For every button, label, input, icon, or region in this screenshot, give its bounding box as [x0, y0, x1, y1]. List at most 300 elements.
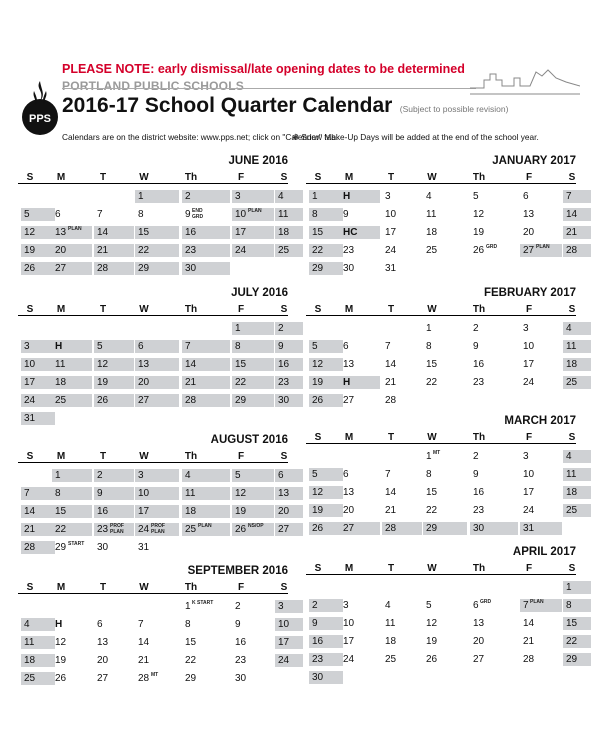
day-cell: [423, 450, 467, 463]
day-cell: [135, 190, 179, 203]
weekday-header: [306, 563, 576, 575]
day-cell: [52, 394, 92, 407]
day-cell: [563, 322, 591, 335]
day-cell: [382, 340, 422, 353]
day-cell: [232, 358, 274, 371]
day-number: 21: [97, 245, 109, 256]
weekday-label: F: [525, 172, 533, 183]
day-number: 12: [312, 487, 324, 498]
day-cell: [340, 376, 380, 389]
day-number: 4: [385, 600, 391, 611]
weekday-label: W: [139, 451, 149, 462]
weekday-label: S: [280, 304, 288, 315]
day-cell: [309, 190, 343, 203]
day-number: 25: [185, 524, 197, 535]
day-number: 15: [426, 359, 438, 370]
month-name: JANUARY 2017: [492, 155, 576, 167]
day-cell: [423, 653, 467, 666]
day-number: 8: [138, 209, 144, 220]
day-cell: [52, 340, 92, 353]
day-number: 19: [97, 377, 109, 388]
day-number: 25: [566, 505, 578, 516]
weekday-label: M: [344, 304, 354, 315]
day-cell: [309, 376, 343, 389]
day-number: 22: [566, 636, 578, 647]
day-cell: [232, 340, 274, 353]
day-cell: [275, 226, 303, 239]
day-cell: [340, 190, 380, 203]
day-number: 26: [312, 395, 324, 406]
day-number: 22: [426, 377, 438, 388]
day-cell: [94, 340, 134, 353]
weekday-label: S: [26, 451, 34, 462]
day-number: 6: [55, 209, 61, 220]
day-number: 23: [473, 505, 485, 516]
day-cell: [52, 376, 92, 389]
day-cell: [135, 244, 179, 257]
day-cell: [21, 618, 55, 631]
day-cell: [182, 244, 230, 257]
day-cell: [275, 469, 303, 482]
day-number: 20: [138, 377, 150, 388]
day-tag: PLAN: [198, 523, 212, 529]
day-number: 20: [523, 227, 535, 238]
day-number: 9: [278, 341, 284, 352]
weekday-header: [18, 451, 288, 463]
title-block: [62, 94, 508, 118]
day-cell: [52, 672, 92, 685]
day-number: 1: [185, 601, 191, 612]
day-number: 11: [385, 618, 396, 629]
weekday-label: M: [56, 304, 66, 315]
day-cell: [135, 523, 179, 536]
day-cell: [563, 450, 591, 463]
day-cell: [182, 394, 230, 407]
day-number: 27: [343, 523, 355, 534]
day-cell: [563, 208, 591, 221]
day-cell: [423, 599, 467, 612]
day-number: H: [55, 619, 63, 630]
day-number: 17: [385, 227, 397, 238]
day-cell: [340, 340, 380, 353]
day-cell: [182, 358, 230, 371]
day-number: 28: [385, 395, 397, 406]
day-cell: [470, 486, 518, 499]
weekday-label: S: [314, 172, 322, 183]
day-number: 28: [385, 523, 397, 534]
day-cell: [470, 244, 518, 257]
day-number: 17: [235, 227, 247, 238]
day-cell: [94, 541, 134, 554]
day-cell: [52, 541, 92, 554]
weekday-label: T: [99, 582, 107, 593]
day-cell: [94, 487, 134, 500]
day-cell: [470, 358, 518, 371]
day-cell: [135, 208, 179, 221]
day-number: H: [343, 191, 351, 202]
day-cell: [275, 618, 303, 631]
day-number: 20: [55, 245, 67, 256]
weekday-label: Th: [472, 172, 486, 183]
day-number: 9: [473, 469, 479, 480]
weekday-label: S: [26, 172, 34, 183]
day-tag: GRD: [486, 244, 498, 250]
day-number: 3: [385, 191, 391, 202]
weekday-label: M: [344, 432, 354, 443]
day-number: 20: [97, 655, 109, 666]
day-number: 20: [473, 636, 485, 647]
day-cell: [340, 599, 380, 612]
day-number: 6: [343, 469, 349, 480]
day-cell: [309, 208, 343, 221]
day-cell: [275, 505, 303, 518]
day-cell: [423, 226, 467, 239]
day-cell: [382, 262, 422, 275]
day-cell: [275, 523, 303, 536]
day-number: 4: [278, 191, 284, 202]
day-number: 23: [473, 377, 485, 388]
day-cell: [21, 541, 55, 554]
day-cell: [135, 262, 179, 275]
day-number: 26: [312, 523, 324, 534]
day-number: 12: [473, 209, 485, 220]
day-cell: [135, 541, 179, 554]
weekday-header: [306, 172, 576, 184]
day-number: 1: [566, 582, 572, 593]
day-cell: [520, 226, 562, 239]
day-number: 11: [185, 488, 196, 499]
day-number: 30: [343, 263, 355, 274]
day-number: 2: [97, 470, 103, 481]
day-cell: [182, 208, 230, 221]
day-number: H: [343, 377, 351, 388]
day-cell: [21, 208, 55, 221]
day-tag: PROF: [151, 523, 165, 529]
day-cell: [470, 653, 518, 666]
day-number: 28: [97, 263, 109, 274]
day-number: 19: [235, 506, 247, 517]
day-number: 25: [385, 654, 397, 665]
day-number: 30: [312, 672, 324, 683]
weekday-label: S: [26, 304, 34, 315]
weekday-label: W: [427, 563, 437, 574]
day-cell: [470, 226, 518, 239]
day-cell: [275, 208, 303, 221]
day-cell: [520, 358, 562, 371]
day-cell: [382, 599, 422, 612]
day-cell: [135, 505, 179, 518]
day-number: 3: [24, 341, 30, 352]
day-number: 20: [343, 505, 355, 516]
day-number: 10: [24, 359, 36, 370]
day-tag: MT: [151, 672, 159, 678]
day-number: 22: [55, 524, 67, 535]
day-cell: [275, 376, 303, 389]
day-cell: [520, 376, 562, 389]
day-number: 25: [55, 395, 67, 406]
day-number: 24: [235, 245, 247, 256]
day-number: 24: [523, 377, 535, 388]
weekday-label: S: [280, 451, 288, 462]
day-number: 26: [24, 263, 36, 274]
weekday-label: T: [387, 432, 395, 443]
day-cell: [182, 505, 230, 518]
day-number: 8: [566, 600, 572, 611]
day-cell: [470, 322, 518, 335]
day-cell: [340, 504, 380, 517]
day-cell: [52, 505, 92, 518]
weekday-label: S: [26, 582, 34, 593]
day-number: 3: [343, 600, 349, 611]
day-cell: [520, 208, 562, 221]
day-number: 22: [138, 245, 150, 256]
day-number: 17: [278, 637, 290, 648]
weekday-label: M: [56, 172, 66, 183]
day-cell: [52, 358, 92, 371]
day-cell: [232, 523, 274, 536]
day-cell: [309, 394, 343, 407]
month-name: APRIL 2017: [512, 546, 576, 558]
day-number: 16: [97, 506, 109, 517]
weekday-header: [18, 304, 288, 316]
day-number: 22: [426, 505, 438, 516]
day-cell: [382, 394, 422, 407]
day-cell: [563, 635, 591, 648]
day-cell: [21, 262, 55, 275]
day-cell: [52, 262, 92, 275]
day-cell: [470, 522, 518, 535]
day-number: 23: [312, 654, 324, 665]
day-cell: [135, 672, 179, 685]
day-cell: [382, 244, 422, 257]
day-number: 13: [523, 209, 535, 220]
day-number: 12: [312, 359, 324, 370]
day-number: 11: [55, 359, 66, 370]
weekday-header: [18, 172, 288, 184]
snow-note: ❄ Snow Make-Up Days will be added at the end of the school year.: [292, 132, 539, 142]
weekday-label: T: [99, 451, 107, 462]
day-cell: [182, 190, 230, 203]
day-cell: [309, 340, 343, 353]
day-number: 16: [473, 487, 485, 498]
day-cell: [21, 394, 55, 407]
day-cell: [563, 468, 591, 481]
day-cell: [309, 504, 343, 517]
day-number: 27: [523, 245, 535, 256]
day-number: 22: [185, 655, 197, 666]
day-number: 8: [185, 619, 191, 630]
day-cell: [52, 208, 92, 221]
day-tag: PROF: [110, 523, 124, 529]
weekday-label: F: [525, 304, 533, 315]
weekday-label: Th: [472, 432, 486, 443]
day-cell: [470, 190, 518, 203]
day-cell: [182, 672, 230, 685]
day-number: 5: [312, 341, 318, 352]
day-cell: [21, 487, 55, 500]
day-number: 10: [235, 209, 247, 220]
day-cell: [340, 226, 380, 239]
day-number: 31: [523, 523, 535, 534]
day-number: 2: [473, 323, 479, 334]
day-number: 15: [185, 637, 197, 648]
day-cell: [21, 654, 55, 667]
day-number: 7: [97, 209, 103, 220]
website-note: Calendars are on the district website: www.pps.net; click on "Calendar" tab.: [62, 132, 339, 142]
day-number: 4: [566, 323, 572, 334]
day-cell: [340, 468, 380, 481]
day-number: 11: [426, 209, 437, 220]
weekday-label: F: [237, 451, 245, 462]
weekday-label: F: [525, 432, 533, 443]
day-number: 1: [312, 191, 318, 202]
day-number: 18: [55, 377, 67, 388]
month-name: FEBRUARY 2017: [483, 287, 576, 299]
day-cell: [423, 340, 467, 353]
day-number: 30: [97, 542, 109, 553]
day-cell: [182, 376, 230, 389]
day-number: 11: [24, 637, 35, 648]
day-cell: [563, 581, 591, 594]
day-number: 14: [385, 487, 397, 498]
weekday-label: T: [387, 563, 395, 574]
day-number: 25: [278, 245, 290, 256]
day-cell: [21, 244, 55, 257]
day-number: 9: [312, 618, 318, 629]
day-cell: [340, 358, 380, 371]
header-rule: [62, 88, 476, 89]
day-number: 17: [138, 506, 150, 517]
month-name: JULY 2016: [231, 287, 288, 299]
day-number: 1: [138, 191, 144, 202]
day-cell: [470, 635, 518, 648]
day-number: 23: [278, 377, 290, 388]
day-cell: [94, 469, 134, 482]
day-number: 10: [138, 488, 150, 499]
day-number: 7: [566, 191, 572, 202]
weekday-label: F: [525, 563, 533, 574]
weekday-label: Th: [184, 582, 198, 593]
day-cell: [520, 450, 562, 463]
day-cell: [94, 394, 134, 407]
weekday-header: [306, 304, 576, 316]
day-number: 12: [97, 359, 109, 370]
day-number: 3: [278, 601, 284, 612]
day-cell: [470, 468, 518, 481]
day-cell: [182, 469, 230, 482]
day-tag: GRD: [480, 599, 492, 605]
day-number: 26: [426, 654, 438, 665]
day-cell: [275, 322, 303, 335]
day-number: 5: [473, 191, 479, 202]
day-cell: [21, 358, 55, 371]
day-cell: [21, 672, 55, 685]
day-number: 21: [385, 505, 397, 516]
day-number: 28: [566, 245, 578, 256]
day-number: 15: [566, 618, 578, 629]
day-number: 16: [473, 359, 485, 370]
day-cell: [94, 376, 134, 389]
day-cell: [309, 617, 343, 630]
day-number: 26: [473, 245, 485, 256]
weekday-label: W: [427, 432, 437, 443]
day-cell: [232, 226, 274, 239]
weekday-label: T: [387, 304, 395, 315]
day-number: 5: [97, 341, 103, 352]
day-number: 21: [185, 377, 197, 388]
day-number: 6: [473, 600, 479, 611]
day-tag: PLAN: [151, 529, 165, 535]
day-cell: [563, 340, 591, 353]
day-number: 2: [473, 451, 479, 462]
day-cell: [182, 487, 230, 500]
day-number: 15: [426, 487, 438, 498]
day-number: 19: [24, 245, 36, 256]
day-cell: [232, 244, 274, 257]
day-cell: [309, 468, 343, 481]
pps-logo: [21, 77, 59, 137]
weekday-label: M: [56, 582, 66, 593]
day-cell: [275, 190, 303, 203]
district-name: PORTLAND PUBLIC SCHOOLS: [62, 79, 244, 93]
day-cell: [340, 486, 380, 499]
day-cell: [309, 486, 343, 499]
day-tag: START: [68, 541, 85, 547]
day-number: HC: [343, 227, 358, 238]
day-cell: [309, 653, 343, 666]
day-number: 31: [385, 263, 397, 274]
day-cell: [423, 190, 467, 203]
day-number: 3: [523, 451, 529, 462]
day-number: 6: [523, 191, 529, 202]
day-cell: [275, 600, 303, 613]
day-number: 3: [235, 191, 241, 202]
day-cell: [94, 262, 134, 275]
day-number: 25: [426, 245, 438, 256]
day-number: 11: [566, 341, 577, 352]
day-cell: [232, 322, 274, 335]
day-number: 22: [235, 377, 247, 388]
day-cell: [470, 617, 518, 630]
day-cell: [423, 486, 467, 499]
day-number: 2: [278, 323, 284, 334]
day-number: 9: [185, 209, 191, 220]
day-number: 21: [24, 524, 36, 535]
weekday-label: T: [99, 172, 107, 183]
day-cell: [309, 522, 343, 535]
day-cell: [520, 504, 562, 517]
day-tag: K START: [192, 600, 214, 606]
day-number: 9: [235, 619, 241, 630]
day-cell: [563, 653, 591, 666]
day-cell: [135, 636, 179, 649]
day-number: 26: [235, 524, 247, 535]
weekday-label: W: [427, 304, 437, 315]
day-cell: [563, 617, 591, 630]
weekday-label: S: [568, 432, 576, 443]
day-cell: [382, 486, 422, 499]
day-number: 8: [426, 341, 432, 352]
day-cell: [563, 599, 591, 612]
day-tag: PLAN: [68, 226, 82, 232]
day-cell: [340, 635, 380, 648]
day-cell: [232, 487, 274, 500]
day-number: 18: [426, 227, 438, 238]
day-cell: [309, 262, 343, 275]
day-number: 29: [566, 654, 578, 665]
day-cell: [340, 262, 380, 275]
day-number: 14: [523, 618, 535, 629]
